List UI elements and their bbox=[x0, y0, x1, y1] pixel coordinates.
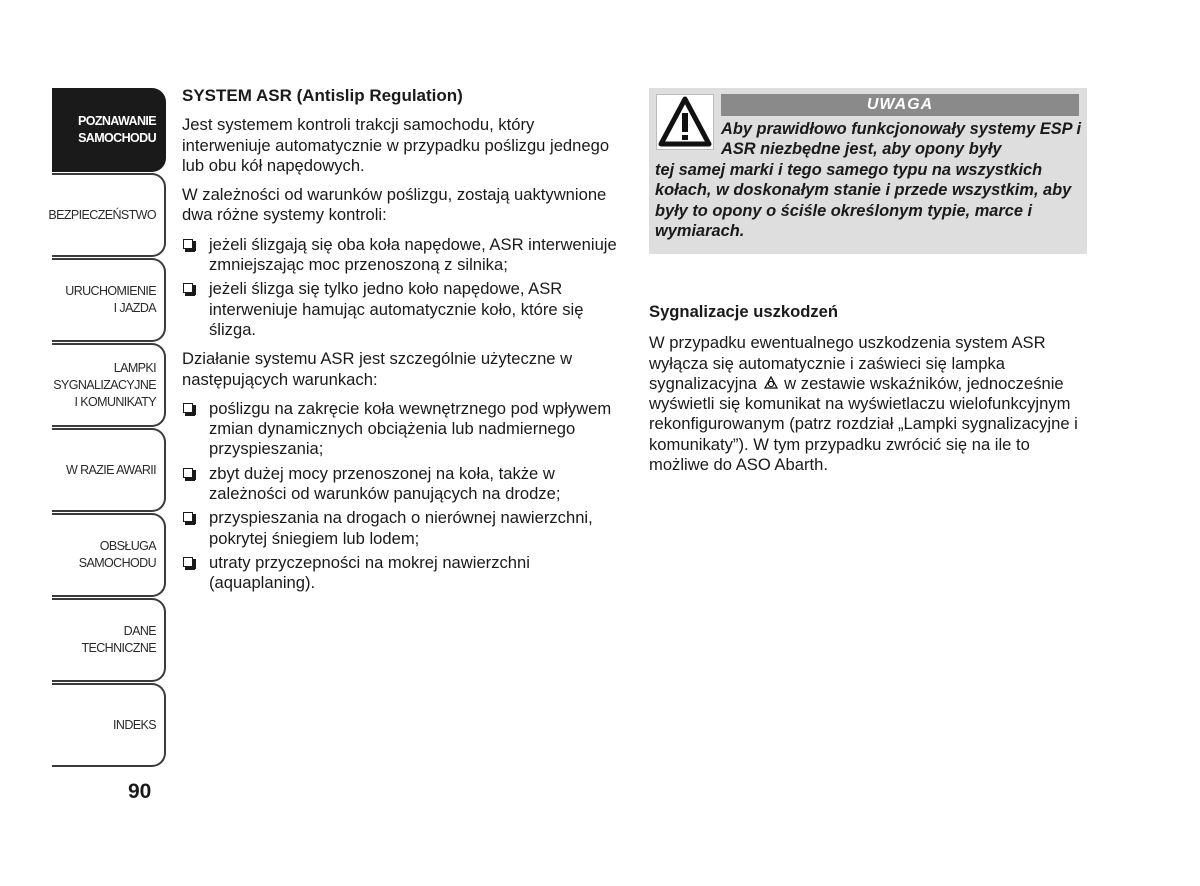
tab-label: URUCHOMIENIE I JAZDA bbox=[65, 284, 156, 315]
subheading: Sygnalizacje uszkodzeń bbox=[649, 302, 839, 321]
list-item: jeżeli ślizgają się oba koła napędowe, ASR interweniuje zmniejszając moc przenoszoną z silnika; bbox=[182, 235, 622, 276]
tab-poznawanie-samochodu[interactable] bbox=[52, 88, 166, 172]
checkbox-bullet-icon bbox=[183, 239, 193, 249]
tab-w-razie-awarii[interactable] bbox=[52, 428, 166, 512]
control-systems-list bbox=[182, 235, 622, 340]
list-item: zbyt dużej mocy przenoszonej na koła, także w zależności od warunków panujących na drodze; bbox=[182, 464, 622, 505]
tab-label: BEZPIECZEŃSTWO bbox=[48, 207, 156, 222]
list-item: przyspieszania na drogach o nierównej nawierzchni, pokrytej śniegiem lub lodem; bbox=[182, 508, 622, 549]
tab-label: INDEKS bbox=[113, 717, 156, 732]
page-number: 90 bbox=[128, 780, 152, 803]
tab-label: W RAZIE AWARII bbox=[66, 462, 156, 477]
asr-warning-lamp-icon bbox=[764, 375, 778, 389]
tab-label: LAMPKI SYGNALIZACYJNE I KOMUNIKATY bbox=[53, 360, 156, 409]
conditions-list bbox=[182, 399, 622, 594]
list-item: jeżeli ślizga się tylko jedno koło napędowe, ASR interweniuje hamując automatycznie koło, które się ślizga. bbox=[182, 279, 622, 340]
tab-lampki-sygnalizacyjne[interactable] bbox=[52, 343, 166, 427]
checkbox-bullet-icon bbox=[183, 283, 193, 293]
control-systems-paragraph: W zależności od warunków poślizgu, zostają uaktywnione dwa różne systemy kontroli: bbox=[182, 185, 607, 225]
tab-obsluga-samochodu[interactable] bbox=[52, 513, 166, 597]
tab-label: DANE TECHNICZNE bbox=[81, 624, 156, 655]
checkbox-bullet-icon bbox=[183, 557, 193, 567]
tab-dane-techniczne[interactable] bbox=[52, 598, 166, 682]
tab-bezpieczenstwo[interactable] bbox=[48, 173, 166, 257]
list-item: poślizgu na zakręcie koła wewnętrznego pod wpływem zmian dynamicznych obciążenia lub nadmiernego przyspieszania; bbox=[182, 399, 622, 460]
section-heading: SYSTEM ASR (Antislip Regulation) bbox=[182, 86, 463, 105]
warning-text-rest: tej samej marki i tego samego typu na wszystkich kołach, w doskonałym stanie i przede wszystkim, aby były to opony o ściśle określonym typie, marce i wymiarach. bbox=[655, 160, 1072, 241]
checkbox-bullet-icon bbox=[183, 468, 193, 478]
tab-label: OBSŁUGA SAMOCHODU bbox=[78, 539, 156, 570]
checkbox-bullet-icon bbox=[183, 403, 193, 413]
warning-text bbox=[655, 119, 1085, 241]
fault-paragraph: W przypadku ewentualnego uszkodzenia system ASR wyłącza się automatycznie i zaświeci się lampka sygnalizacyjna w zestawie wskaźników, jednocześnie wyświetli się komunikat na wyświetlaczu wielofunkcyjnym rekonfigurowanym (patrz rozdział „Lampki sygnalizacyjne i komunikaty”). W tym przypadku zwrócić się na ile to możliwe do ASO Abarth. bbox=[649, 333, 1078, 475]
asr-section bbox=[182, 86, 622, 603]
conditions-paragraph: Działanie systemu ASR jest szczególnie użyteczne w następujących warunkach: bbox=[182, 349, 573, 389]
intro-paragraph: Jest systemem kontroli trakcji samochodu, który interweniuje automatycznie w przypadku poślizgu jednego lub obu kół napędowych. bbox=[182, 115, 610, 175]
fault-signalling-section bbox=[649, 302, 1089, 484]
tab-uruchomienie-i-jazda[interactable] bbox=[52, 258, 166, 342]
warning-box bbox=[649, 88, 1087, 254]
warning-title: UWAGA bbox=[721, 94, 1079, 116]
list-item: utraty przyczepności na mokrej nawierzchni (aquaplaning). bbox=[182, 553, 622, 594]
checkbox-bullet-icon bbox=[183, 512, 193, 522]
warning-text-indented: Aby prawidłowo funkcjonowały systemy ESP i ASR niezbędne jest, aby opony były bbox=[721, 120, 1082, 159]
tab-indeks[interactable] bbox=[52, 683, 166, 767]
tab-label: POZNAWANIE SAMOCHODU bbox=[77, 114, 156, 145]
